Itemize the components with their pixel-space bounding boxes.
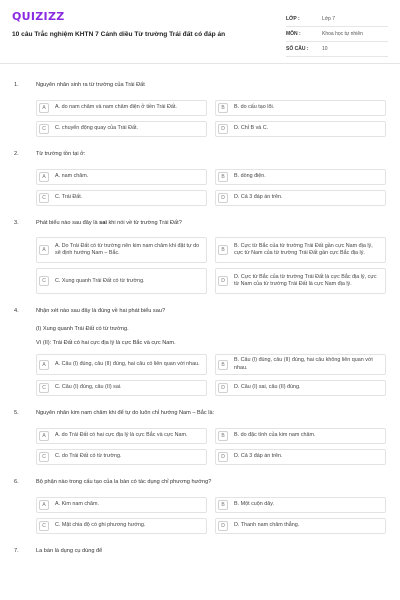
option-letter: B [218, 500, 228, 510]
statement: Vì (II): Trái Đất có hai cực địa lý là cực Bắc và cực Nam. [36, 340, 176, 347]
question-number: 1. [14, 82, 19, 88]
options-grid [36, 497, 386, 534]
option-c[interactable] [36, 121, 207, 137]
question-text: Nhận xét nào sau đây là đúng về hai phát biểu sau? [36, 308, 166, 315]
question-number: 3. [14, 219, 19, 226]
meta-row-count [286, 42, 388, 57]
option-text: B. do cấu tạo lõi. [234, 104, 275, 111]
question-text-part: khi nói về từ trường Trái Đất? [106, 219, 182, 226]
option-letter: D [218, 452, 228, 462]
question-number: 6. [14, 478, 19, 485]
option-c[interactable] [36, 380, 207, 396]
option-a[interactable] [36, 497, 207, 513]
option-letter: C [39, 276, 49, 286]
option-b[interactable] [215, 169, 386, 185]
meta-row-subject [286, 27, 388, 42]
option-letter: B [218, 431, 228, 441]
meta-info [286, 12, 388, 57]
question-number: 5. [14, 409, 19, 416]
option-c[interactable] [36, 268, 207, 294]
option-text: D. Thanh nam châm thẳng. [234, 521, 300, 528]
option-letter: D [218, 521, 228, 531]
meta-value: 10 [322, 46, 328, 52]
option-text: D. Câu (I) sai, câu (II) đúng. [234, 384, 301, 391]
question-number: 7. [14, 547, 19, 554]
meta-value: Lớp 7 [322, 16, 336, 22]
question-7 [14, 548, 386, 556]
option-text: C. Trái Đất. [55, 194, 83, 200]
option-text: A. Câu (I) đúng, câu (II) đúng, hai câu có liên quan với nhau. [55, 360, 200, 367]
options-grid [36, 428, 386, 465]
option-text: A. nam châm. [55, 173, 89, 179]
options-grid [36, 237, 386, 294]
option-letter: A [39, 103, 49, 113]
option-text: D. Chỉ B và C. [234, 125, 269, 132]
option-letter: C [39, 193, 49, 203]
option-letter: A [39, 431, 49, 441]
page-header [0, 0, 400, 64]
option-letter: D [218, 193, 228, 203]
option-b[interactable] [215, 237, 386, 263]
option-text: C. chuyển động quay của Trái Đất. [55, 125, 139, 132]
question-5 [14, 410, 386, 465]
option-d[interactable] [215, 121, 386, 137]
option-d[interactable] [215, 190, 386, 206]
question-text: La bàn là dụng cụ dùng để [36, 547, 103, 554]
option-letter: D [218, 276, 228, 286]
question-number: 4. [14, 308, 19, 315]
option-letter: A [39, 500, 49, 510]
question-4 [14, 308, 386, 395]
quiz-content [0, 82, 400, 555]
option-d[interactable] [215, 268, 386, 294]
option-a[interactable] [36, 354, 207, 375]
option-letter: B [218, 360, 228, 370]
option-text: D. Cả 3 đáp án trên. [234, 453, 283, 460]
option-letter: B [218, 103, 228, 113]
question-6 [14, 479, 386, 534]
option-text: A. Do Trái Đất có từ trường nên kim nam châm khi đặt tự do sẽ định hướng Nam – Bắc. [55, 243, 200, 257]
option-letter: C [39, 124, 49, 134]
question-emphasis: sai [99, 219, 107, 226]
option-text: B. Một cuộn dây. [234, 500, 275, 507]
option-text: B. do đặc tính của kim nam châm. [234, 432, 316, 439]
question-3 [14, 220, 386, 295]
option-text: C. Xung quanh Trái Đất có từ trường. [55, 277, 145, 284]
meta-row-class [286, 12, 388, 27]
option-text: B. Cực từ Bắc của từ trường Trái Đất gần cực Nam địa lý, cực từ Nam của từ trường Trái Đất gần cực Bắc địa lý. [234, 243, 373, 257]
option-b[interactable] [215, 354, 386, 375]
option-letter: C [39, 521, 49, 531]
option-a[interactable] [36, 169, 207, 185]
options-grid [36, 354, 386, 396]
option-text: B. dòng điện. [234, 173, 266, 179]
option-d[interactable] [215, 380, 386, 396]
option-text: C. Mặt chia độ có ghi phương hướng. [55, 521, 146, 528]
option-letter: C [39, 383, 49, 393]
option-text: A. do nam châm và nam châm điện ở tiền Trái Đất. [55, 104, 177, 111]
question-text: Nguyên nhân sinh ra từ trường của Trái Đất [36, 82, 145, 88]
option-text: D. Cực từ Bắc của từ trường Trái Đất là cực Bắc địa lý, cực từ Nam của từ trường Trái Đất là cực Nam địa lý. [234, 274, 377, 288]
option-b[interactable] [215, 100, 386, 116]
option-text: A. Kim nam châm. [55, 500, 100, 507]
meta-label: SỐ CÂU : [286, 46, 309, 52]
options-grid [36, 100, 386, 137]
question-text [36, 220, 182, 228]
option-a[interactable] [36, 100, 207, 116]
option-text: C. Câu (I) đúng, câu (II) sai. [55, 384, 122, 391]
option-letter: B [218, 172, 228, 182]
option-text: B. Câu (I) đúng, câu (II) đúng, hai câu không liên quan với nhau. [234, 357, 373, 371]
option-b[interactable] [215, 497, 386, 513]
statement: (I) Xung quanh Trái Đất có từ trường. [36, 326, 129, 333]
option-a[interactable] [36, 428, 207, 444]
option-d[interactable] [215, 449, 386, 465]
question-text: Từ trường tồn tại ở: [36, 150, 86, 157]
option-text: A. do Trái Đất có hai cực địa lý là cực Bắc và cực Nam. [55, 432, 188, 439]
option-text: C. do Trái Đất có từ trường. [55, 453, 122, 460]
option-text: D. Cả 3 đáp án trên. [234, 194, 283, 200]
question-number: 2. [14, 150, 19, 157]
meta-label: LỚP : [286, 16, 300, 22]
option-c[interactable] [36, 449, 207, 465]
option-letter: C [39, 452, 49, 462]
question-text-part: Phát biểu nào sau đây là [36, 219, 100, 226]
option-a[interactable] [36, 237, 207, 263]
question-text: Bộ phận nào trong cấu tạo của la bàn có tác dụng chỉ phương hướng? [36, 478, 212, 485]
options-grid [36, 169, 386, 206]
option-c[interactable] [36, 518, 207, 534]
quizizz-logo[interactable]: QUIZIZZ [12, 10, 65, 23]
meta-label: MÔN : [286, 31, 301, 37]
option-letter: A [39, 172, 49, 182]
meta-value: Khoa học tự nhiên [322, 31, 363, 37]
question-text: Nguyên nhân kim nam châm khi để tự do luôn chỉ hướng Nam – Bắc là: [36, 409, 215, 416]
page-title: 10 câu Trắc nghiệm KHTN 7 Cánh diều Từ trường Trái đất có đáp án [12, 31, 226, 38]
question-2 [14, 151, 386, 206]
option-c[interactable] [36, 190, 207, 206]
option-b[interactable] [215, 428, 386, 444]
option-letter: A [39, 245, 49, 255]
option-letter: D [218, 383, 228, 393]
option-letter: D [218, 124, 228, 134]
option-d[interactable] [215, 518, 386, 534]
option-letter: A [39, 360, 49, 370]
option-letter: B [218, 245, 228, 255]
question-1 [14, 82, 386, 137]
